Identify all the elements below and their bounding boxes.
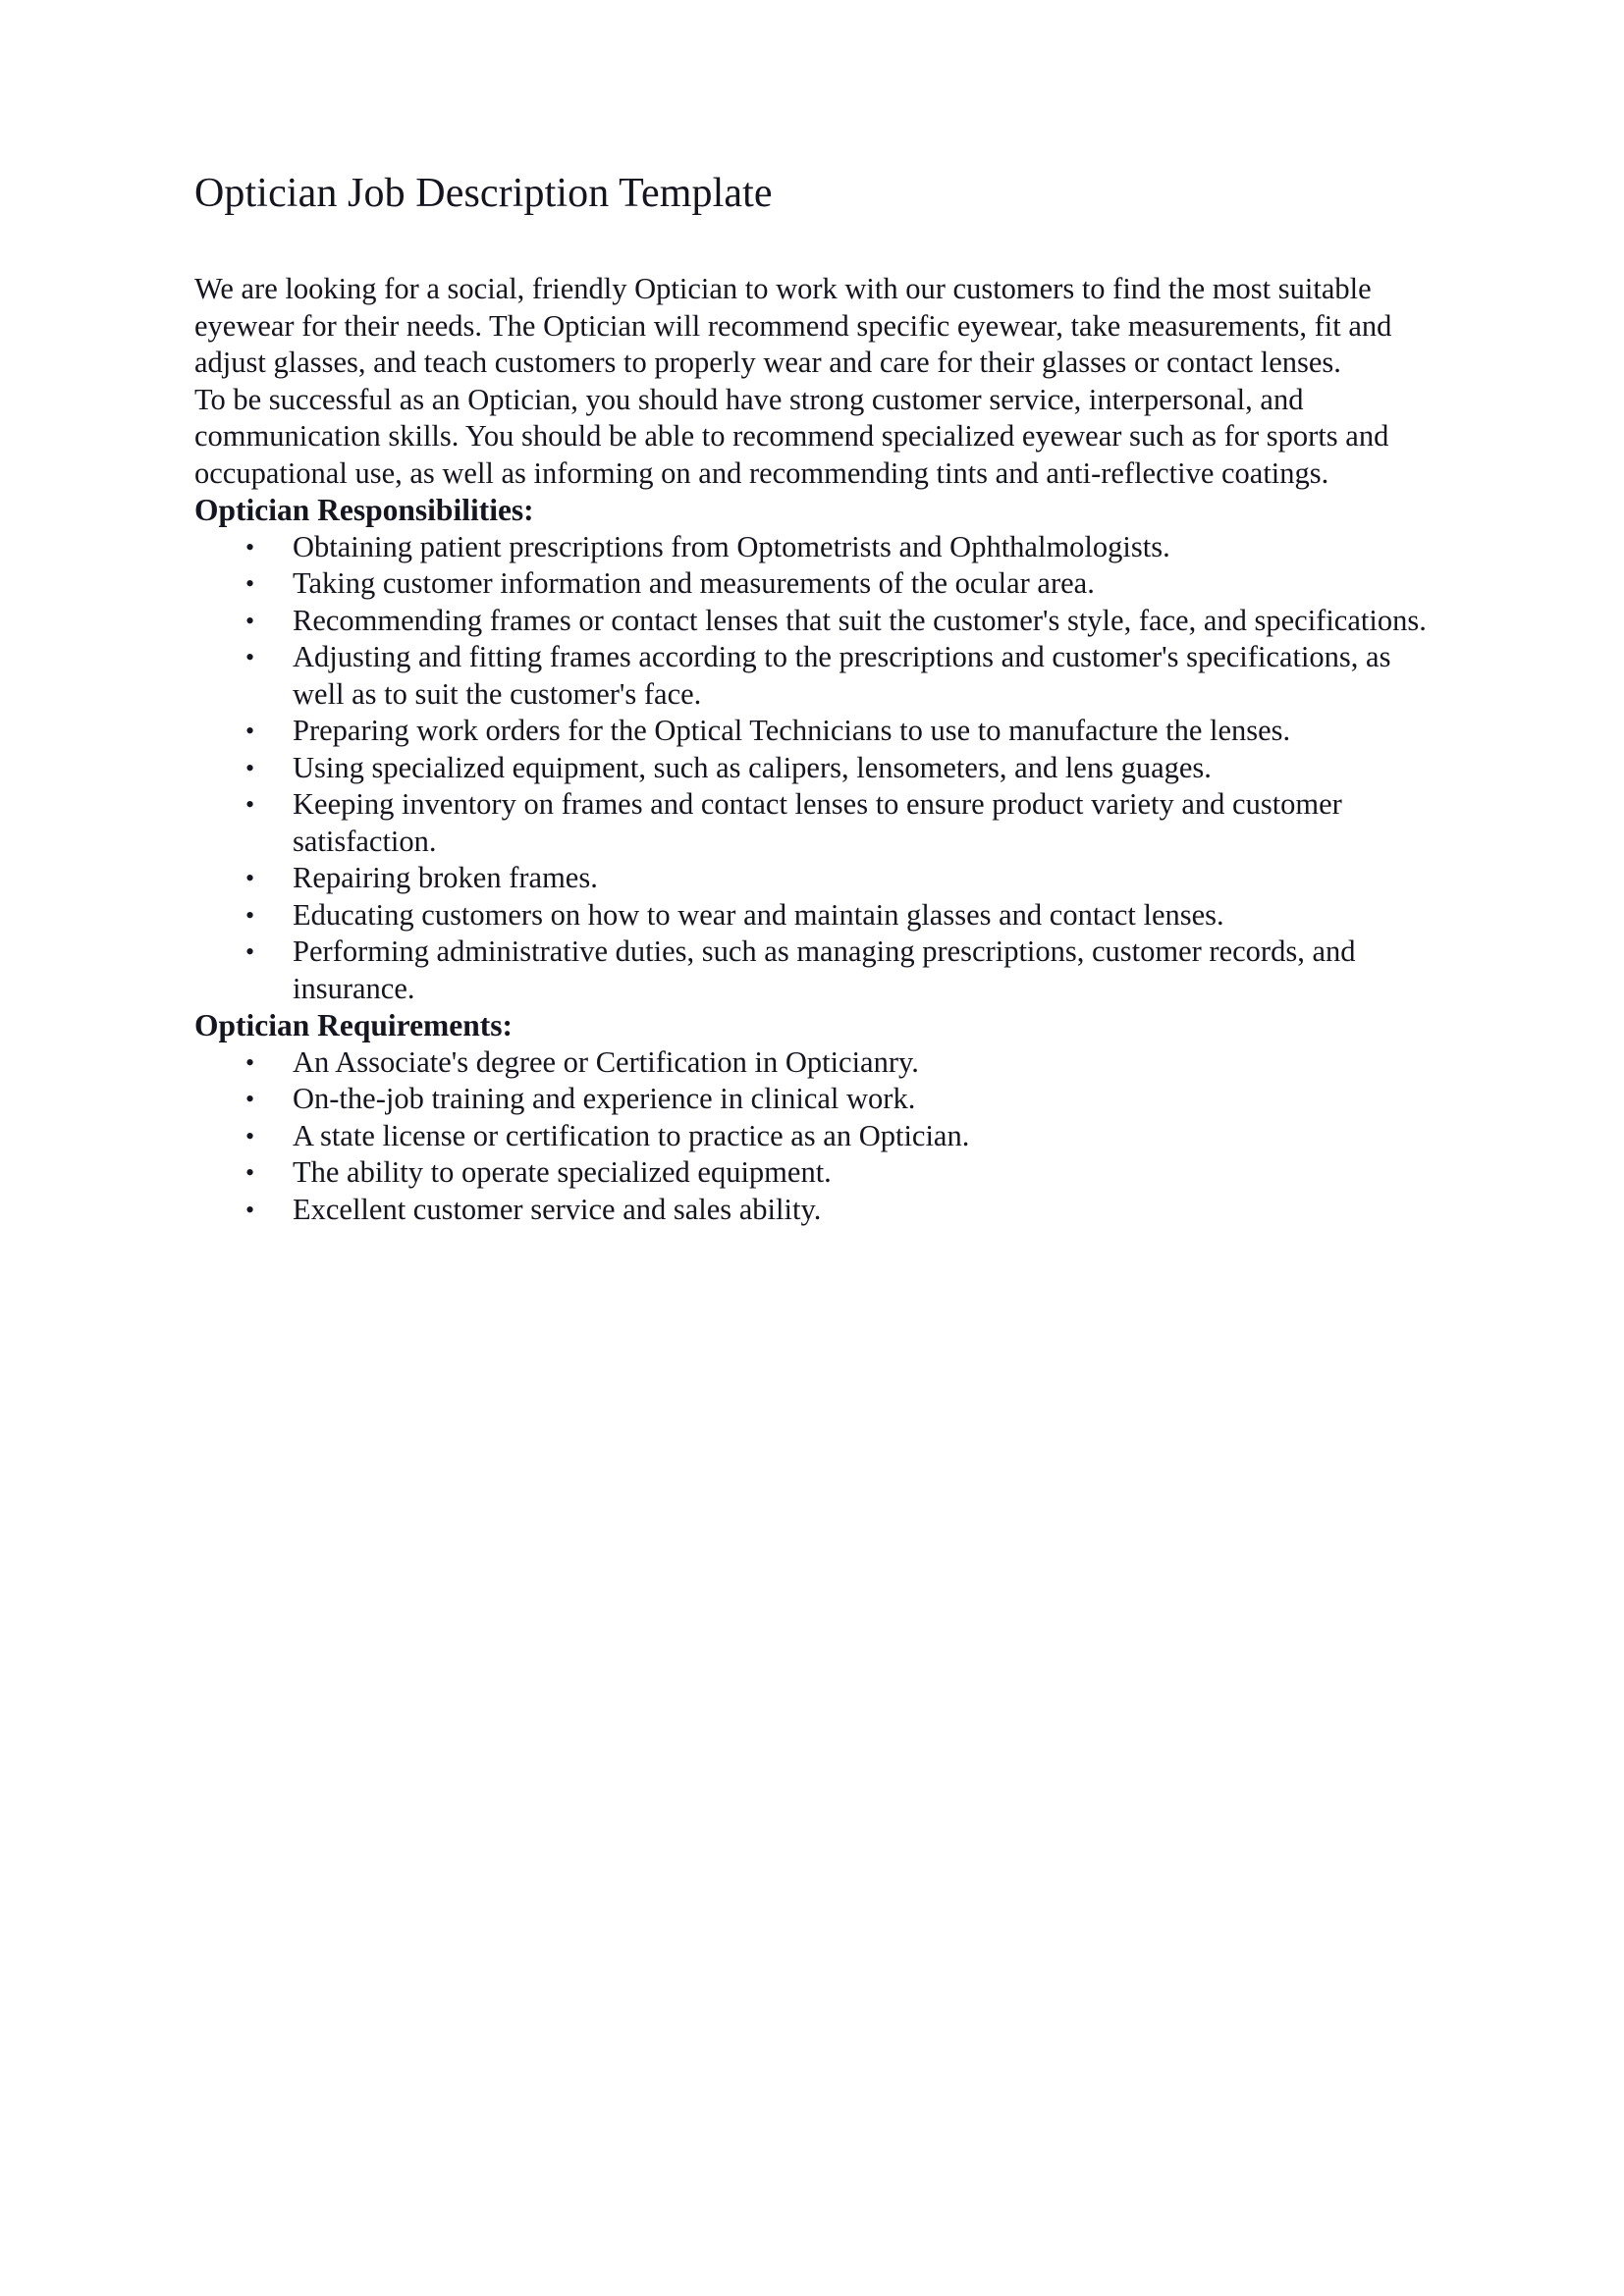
bullet-icon: • bbox=[245, 643, 255, 671]
list-item-text: Excellent customer service and sales ability. bbox=[293, 1192, 822, 1226]
list-item-text: Keeping inventory on frames and contact lenses to ensure product variety and customer satisfaction. bbox=[293, 787, 1342, 858]
list-item bbox=[194, 1044, 1427, 1082]
section-requirements bbox=[194, 1007, 1427, 1228]
list-item-text: The ability to operate specialized equipment. bbox=[293, 1155, 832, 1189]
list-item-text: Taking customer information and measurements of the ocular area. bbox=[293, 566, 1095, 600]
bullet-icon: • bbox=[245, 1195, 255, 1224]
bullet-icon: • bbox=[245, 753, 255, 782]
bullet-icon: • bbox=[245, 900, 255, 930]
section-responsibilities bbox=[194, 492, 1427, 1007]
intro-section bbox=[194, 271, 1427, 492]
list-item-text: Using specialized equipment, such as calipers, lensometers, and lens guages. bbox=[293, 750, 1212, 784]
bullet-icon: • bbox=[245, 1085, 255, 1113]
list-item bbox=[194, 1118, 1427, 1155]
list-item-text: Preparing work orders for the Optical Technicians to use to manufacture the lenses. bbox=[293, 714, 1291, 747]
list-item-text: Repairing broken frames. bbox=[293, 861, 598, 894]
list-item-text: An Associate's degree or Certification in Opticianry. bbox=[293, 1044, 919, 1079]
list-item bbox=[194, 529, 1427, 566]
list-item bbox=[194, 713, 1427, 750]
bullet-icon: • bbox=[245, 1121, 255, 1150]
list-item bbox=[194, 1192, 1427, 1229]
bullet-icon: • bbox=[245, 790, 255, 819]
list-item bbox=[194, 1154, 1427, 1192]
bullet-icon: • bbox=[245, 569, 255, 598]
bullet-icon: • bbox=[245, 532, 255, 561]
document-content bbox=[194, 173, 1427, 1228]
intro-paragraph-1: We are looking for a social, friendly Optician to work with our customers to find the most suitable eyewear for their needs. The Optician will recommend specific eyewear, take measurements, fit and adjust glasses, and teach customers to properly wear and care for their glasses or contact lenses. bbox=[194, 272, 1392, 379]
list-item bbox=[194, 934, 1427, 1007]
section-heading-responsibilities: Optician Responsibilities: bbox=[194, 493, 534, 527]
list-item bbox=[194, 1081, 1427, 1118]
requirements-list bbox=[194, 1044, 1427, 1229]
list-item-text: On-the-job training and experience in clinical work. bbox=[293, 1082, 916, 1115]
list-item bbox=[194, 750, 1427, 787]
list-item-text: Performing administrative duties, such as managing prescriptions, customer records, and insurance. bbox=[293, 934, 1356, 1005]
bullet-icon: • bbox=[245, 717, 255, 745]
bullet-icon: • bbox=[245, 1158, 255, 1187]
list-item-text: Adjusting and fitting frames according to the prescriptions and customer's specifications, as well as to suit the customer's face. bbox=[293, 640, 1391, 711]
list-item bbox=[194, 565, 1427, 603]
bullet-icon: • bbox=[245, 1047, 255, 1077]
intro-paragraph-2: To be successful as an Optician, you should have strong customer service, interpersonal, and communication skills. You should be able to recommend specialized eyewear such as for sports and occupational use, as well as informing on and recommending tints and anti-reflective coatings. bbox=[194, 382, 1389, 490]
list-item bbox=[194, 639, 1427, 713]
list-item-text: Recommending frames or contact lenses that suit the customer's style, face, and specifications. bbox=[293, 603, 1427, 637]
list-item-text: Obtaining patient prescriptions from Optometrists and Ophthalmologists. bbox=[293, 529, 1170, 563]
list-item-text: A state license or certification to practice as an Optician. bbox=[293, 1118, 970, 1152]
list-item-text: Educating customers on how to wear and maintain glasses and contact lenses. bbox=[293, 897, 1224, 932]
bullet-icon: • bbox=[245, 864, 255, 892]
bullet-icon: • bbox=[245, 606, 255, 635]
list-item bbox=[194, 860, 1427, 897]
section-heading-requirements: Optician Requirements: bbox=[194, 1008, 514, 1042]
page-title: Optician Job Description Template bbox=[194, 171, 773, 216]
list-item bbox=[194, 603, 1427, 640]
list-item bbox=[194, 786, 1427, 860]
responsibilities-list bbox=[194, 529, 1427, 1008]
list-item bbox=[194, 897, 1427, 934]
bullet-icon: • bbox=[245, 937, 255, 966]
